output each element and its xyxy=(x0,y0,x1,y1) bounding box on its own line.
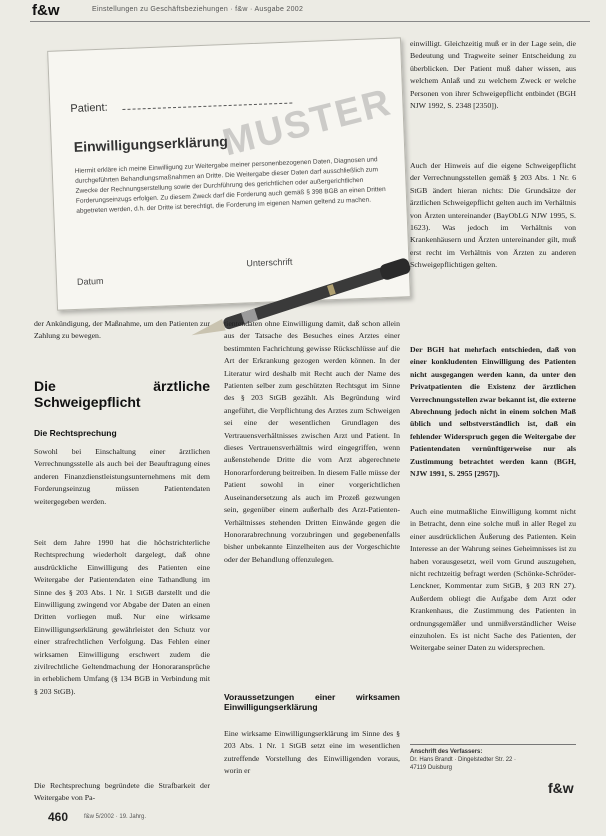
form-datum-label: Datum xyxy=(76,275,104,287)
address-text: Dr. Hans Brandt · Dingelstedter Str. 22 · 47119 Duisburg xyxy=(410,757,517,771)
subheading-einwilligung: Voraussetzungen einer wirksamen Einwilligungserklärung xyxy=(224,692,400,712)
column-3-paragraph-2: Auch der Hinweis auf die eigene Schweigepflicht der Verrechnungsstellen gemäß § 203 Abs. 1 Nr. 6 StGB ändert hieran nichts: Die Grundsätze der ärztlichen Schweigepflicht gelten auch im Verhältnis von Ärzten untereinander (BayObLG NJW 1995, S. 1623). Was jedoch im Verhältnis von Krankenhäusern und Ärzten untereinander gilt, muß erst recht im Verhältnis von Ärzten zu anderen Schweigepflichtigen gelten. xyxy=(410,161,576,270)
section-heading: Die ärztliche Schweigepflicht xyxy=(34,378,210,410)
form-title: Einwilligungserklärung xyxy=(73,133,229,155)
form-body-text: Hiermit erkläre ich meine Einwilligung zur Weitergabe meiner personenbezogenen Daten, Diagnosen und durchgeführten Behandlungsmaßnahmen an Dritte. Die Weitergabe dieser Daten darf ausschließlich zum Zwecke der Rechnungserstellung sowie der Durchführung des gerichtlichen oder außergerichtlichen Forderungseinzugs erfolgen. Zu diesem Zweck darf die Forderung auch gemäß § 398 BGB an einen Dritten abgetreten werden, d.h. der Dritte ist berechtigt, die Forderung im eigenen Namen geltend zu machen. xyxy=(74,156,386,215)
footer-source: f&w 5/2002 · 19. Jahrg. xyxy=(84,814,147,820)
column-1-paragraph-2: Seit dem Jahre 1990 hat die höchstrichterliche Rechtsprechung wiederholt dargelegt, daß ohne ausdrückliche Einwilligung des Patienten eine Weitergabe der Patientendaten eine Tathandlung im Sinne des § 203 Abs. 1 Nr. 1 StGB darstellt und die Einwilligung zwingend vor Abgabe der Daten an einen Dritten vorliegen muß. Nur eine wirksame Einwilligungserklärung gewährleistet den Schutz vor einer strafrechtlichen Verfolgung. Das Fehlen einer wirksamen Einwilligung erschwert zudem die zivilrechtliche Geltendmachung der Honoraransprüche in erheblichem Umfang (§ 134 BGB in Verbindung mit § 203 StGB). xyxy=(34,538,210,696)
form-muster-stamp: MUSTER xyxy=(218,81,396,165)
footer-logo: f&w xyxy=(548,780,574,796)
header xyxy=(0,0,606,22)
column-1-paragraph-3: Die Rechtsprechung begründete die Strafbarkeit der Weitergabe von Pa- xyxy=(34,781,210,803)
form-patient-line xyxy=(122,103,292,111)
column-3-paragraph-4: Auch eine mutmaßliche Einwilligung kommt nicht in Betracht, denn eine solche muß in aller Regel zu einer ausdrücklichen Äußerung des Patienten. Kein Interesse an der Wahrung seines Geheimnisses ist zu haben vorausgesetzt, weil vom Grund auszugehen, nicht rechtzeitig befragt werden (Schönke-Schröder-Lenckner, Kommentar zum StGB, § 203 RN 27). Außerdem obliegt die Aufgabe dem Arzt oder Krankenhaus, die Zustimmung des Patienten in ordnungsgemäßer und unmißverständlicher Weise einzuholen. Es ist nicht Sache des Patienten, der Weitergabe seiner Daten zu widersprechen. xyxy=(410,507,576,653)
running-header: Einstellungen zu Geschäftsbeziehungen · f&w · Ausgabe 2002 xyxy=(92,6,304,13)
journal-logo: f&w xyxy=(32,2,60,19)
form-signature-label: Unterschrift xyxy=(246,256,293,269)
page-number: 460 xyxy=(48,810,69,824)
column-3-paragraph-1: einwilligt. Gleichzeitig muß er in der Lage sein, die Bedeutung und Tragweite seiner Entscheidung zu überblicken. Der Patient muß daher wissen, aus welchem Anlaß und zu welchem Zweck er welche Personen von ihrer Schweigepflicht entbindet (BGH NJW 1992, S. 2348 [2350]). xyxy=(410,39,576,111)
column-1-intro: der Ankündigung, der Maßnahme, um den Patienten zur Zahlung zu bewegen. xyxy=(34,319,210,341)
column-3-paragraph-3: Der BGH hat mehrfach entschieden, daß von einer konkludenten Einwilligung des Patienten nicht ausgegangen werden kann, da unter den Privatpatienten die Existenz der ärztlichen Verrechnungsstellen zwar bekannt ist, die externe Abrechnung jedoch nicht in einem solchen Maß üblich und selbstverständlich ist, daß ein fehlender Widerspruch gegen die Weitergabe der Patientendaten vernünftigerweise nur als Zustimmung betrachtet werden kann (BGH, NJW 1991, S. 2955 [2957]). xyxy=(410,345,576,479)
address-rule xyxy=(410,744,576,745)
author-address xyxy=(410,748,530,772)
form-patient-label: Patient: xyxy=(70,101,108,116)
column-2-paragraph-1: tientendaten ohne Einwilligung damit, daß schon allein aus der Tatsache des Besuches eines Arztes einer bestimmten Fachrichtung gewisse Rückschlüsse auf die Art der Erkrankung gezogen werden können. In der Literatur wird deshalb mit Recht auch der Name des Patienten selber zum geschützten Rechtsgut im Sinne des § 203 StGB gezählt. Als Begründung wird angeführt, die Verpflichtung des Arztes zum Schweigen sei eine der wesentlichen Grundlagen des Vertrauensverhältnisses zwischen Arzt und Patient. In dieses Vertrauensverhältnis wird eingegriffen, wenn außenstehende Dritte die vom Arzt abgerechnete Honorarforderung beitreiben. In diesem Falle müsse der Patient sowohl in einer vorgerichtlichen Auseinandersetzung als auch im Prozeß gezwungen sein, gegenüber einem außerhalb des Arzt-Patienten-Verhältnisses stehenden Dritten Einwände gegen die Honorarabrechnung vorzubringen und gegebenenfalls bisher unbekannte Einzelheiten aus der Vorgeschichte oder der Behandlung offenzulegen. xyxy=(224,319,400,564)
address-title: Anschrift des Verfassers: xyxy=(410,749,483,755)
column-2-paragraph-2: Eine wirksame Einwilligungserklärung im Sinne des § 203 Abs. 1 Nr. 1 StGB setzt eine im wesentlichen zutreffende Vorstellung des Einwilligenden voraus, worin er xyxy=(224,729,400,776)
column-1-paragraph-1: Sowohl bei Einschaltung einer ärztlichen Verrechnungsstelle als auch bei der Beauftragung eines anderen Finanzdienstleistungsunternehmens mit dem Forderungseinzug müssen Patientendaten weitergegeben werden. xyxy=(34,447,210,506)
subheading-rechtsprechung: Die Rechtsprechung xyxy=(34,428,117,438)
header-rule xyxy=(30,21,590,22)
